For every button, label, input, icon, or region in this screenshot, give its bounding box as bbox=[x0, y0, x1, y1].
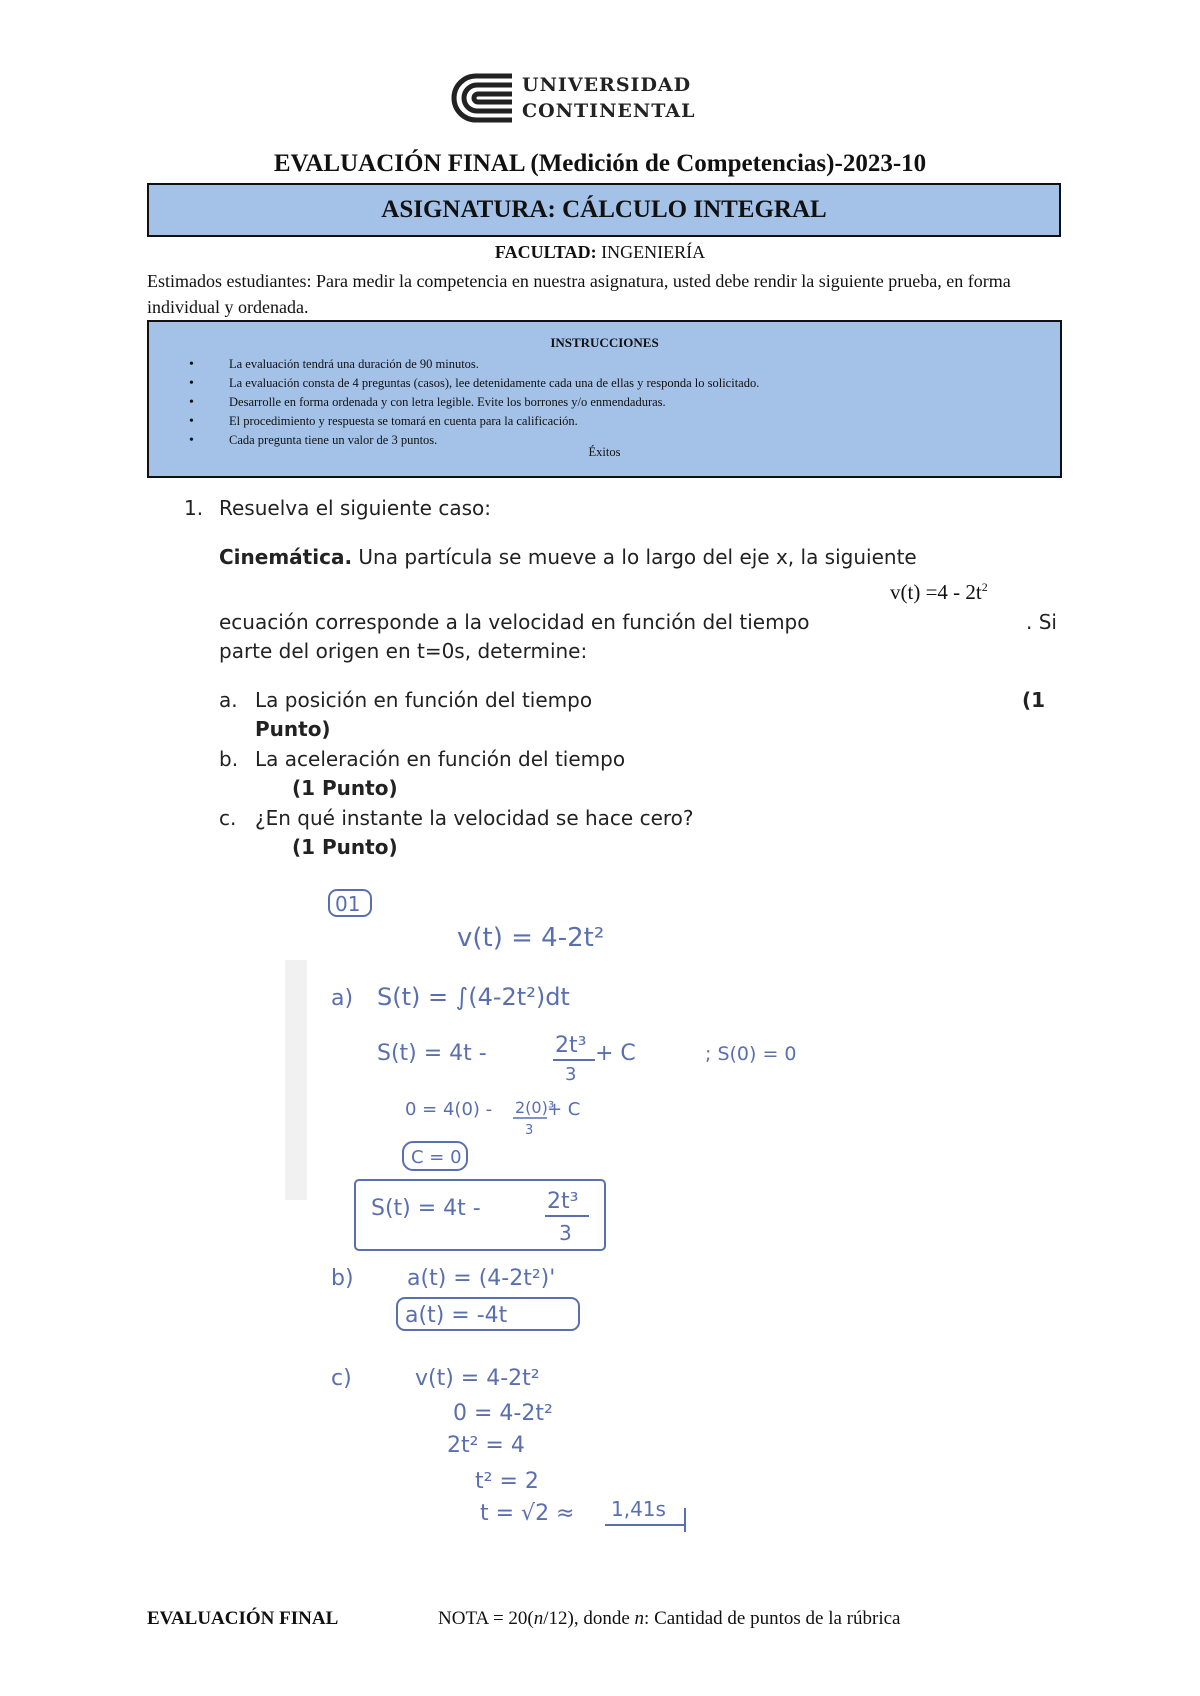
option-a-points: (1 bbox=[1022, 688, 1046, 712]
nota-suffix: : Cantidad de puntos de la rúbrica bbox=[644, 1608, 901, 1629]
option-c-text: ¿En qué instante la velocidad se hace cero? bbox=[255, 806, 694, 830]
hw-c-line-6: 1,41s bbox=[611, 1497, 666, 1521]
evaluation-title: EVALUACIÓN FINAL (Medición de Competencias)-2023-10 bbox=[273, 150, 927, 177]
question-statement-line-1 bbox=[219, 545, 917, 569]
question-intro: Resuelva el siguiente caso: bbox=[219, 496, 491, 520]
option-a-text: La posición en función del tiempo bbox=[255, 688, 593, 712]
instruction-item: • El procedimiento y respuesta se tomará en cuenta para la calificación. bbox=[189, 412, 759, 431]
hw-c-line-3: 2t² = 4 bbox=[447, 1433, 525, 1458]
instructions-list bbox=[189, 355, 759, 450]
question-topic: Cinemática. bbox=[219, 545, 353, 569]
hw-c-line-1: v(t) = 4-2t² bbox=[415, 1366, 540, 1391]
hw-a-sub-const: + C bbox=[547, 1099, 581, 1120]
nota-mid: /12), donde bbox=[543, 1608, 635, 1629]
subject-banner bbox=[147, 183, 1061, 237]
hw-a-frac-num: 2t³ bbox=[555, 1033, 587, 1058]
faculty-label: FACULTAD: bbox=[494, 242, 597, 262]
hw-a-label: a) bbox=[331, 986, 354, 1011]
university-logo bbox=[450, 72, 696, 128]
question-statement-line-2: ecuación corresponde a la velocidad en función del tiempo bbox=[219, 610, 810, 634]
hw-c-label: c) bbox=[331, 1366, 352, 1391]
subject-title: ASIGNATURA: CÁLCULO INTEGRAL bbox=[381, 196, 827, 223]
option-b-points: (1 Punto) bbox=[292, 776, 398, 800]
faculty-line bbox=[0, 242, 1200, 263]
instruction-item: • Desarrolle en forma ordenada y con letra legible. Evite los borrones y/o enmendaduras. bbox=[189, 393, 759, 412]
hw-c-line-4: t² = 2 bbox=[475, 1469, 539, 1494]
hw-a-line-3: 0 = 4(0) - bbox=[405, 1099, 493, 1120]
option-c-points: (1 Punto) bbox=[292, 835, 398, 859]
hw-a-sub-den: 3 bbox=[525, 1123, 534, 1138]
hw-c-line-5: t = √2 ≈ bbox=[480, 1501, 575, 1526]
option-c-letter: c. bbox=[219, 806, 237, 830]
instructions-box bbox=[147, 320, 1062, 478]
hw-a-frac-den: 3 bbox=[565, 1064, 577, 1085]
hw-a-result-num: 2t³ bbox=[547, 1189, 579, 1214]
formula-base: v(t) =4 - 2t bbox=[890, 580, 982, 604]
instructions-closing: Éxitos bbox=[588, 445, 621, 459]
hw-label: 01 bbox=[335, 892, 361, 916]
hw-b-label: b) bbox=[331, 1266, 354, 1291]
instruction-item: • La evaluación consta de 4 preguntas (casos), lee detenidamente cada una de ellas y responda lo solicitado. bbox=[189, 374, 759, 393]
handwritten-solution bbox=[285, 880, 845, 1545]
instruction-item: • Cada pregunta tiene un valor de 3 puntos. bbox=[189, 431, 759, 450]
hw-b-line-1: a(t) = (4-2t²)' bbox=[407, 1266, 556, 1291]
footer-title: EVALUACIÓN FINAL bbox=[147, 1608, 339, 1629]
faculty-value: INGENIERÍA bbox=[601, 242, 706, 262]
nota-prefix: NOTA = 20( bbox=[438, 1608, 534, 1629]
scan-shadow bbox=[285, 960, 307, 1200]
question-text: Una partícula se mueve a lo largo del eje x, la siguiente bbox=[358, 545, 917, 569]
hw-a-result-den: 3 bbox=[559, 1221, 572, 1245]
option-a-letter: a. bbox=[219, 688, 238, 712]
question-number: 1. bbox=[184, 496, 204, 520]
option-a-points-cont: Punto) bbox=[255, 717, 331, 741]
logo-line-2: CONTINENTAL bbox=[522, 100, 696, 122]
hw-a-const: + C bbox=[595, 1041, 636, 1066]
hw-a-sub-num: 2(0)³ bbox=[515, 1098, 555, 1117]
question-statement-line-3: parte del origen en t=0s, determine: bbox=[219, 639, 588, 663]
instructions-title: INSTRUCCIONES bbox=[550, 335, 659, 350]
nota-var: n bbox=[533, 1608, 544, 1629]
hw-a-line-1: S(t) = ∫(4-2t²)dt bbox=[377, 983, 570, 1011]
nota-var-2: n bbox=[634, 1608, 645, 1629]
hw-b-line-2: a(t) = -4t bbox=[405, 1303, 508, 1328]
question-statement-line-2-end: . Si bbox=[1026, 610, 1057, 634]
hw-given: v(t) = 4-2t² bbox=[457, 923, 605, 953]
formula-exponent: 2 bbox=[981, 580, 988, 594]
hw-c-line-2: 0 = 4-2t² bbox=[453, 1401, 553, 1426]
option-b-text: La aceleración en función del tiempo bbox=[255, 747, 626, 771]
option-b-letter: b. bbox=[219, 747, 239, 771]
hw-c-result: C = 0 bbox=[411, 1147, 462, 1168]
instruction-item: • La evaluación tendrá una duración de 90 minutos. bbox=[189, 355, 759, 374]
logo-line-1: UNIVERSIDAD bbox=[522, 74, 692, 96]
university-c-logo-icon bbox=[450, 72, 516, 124]
hw-a-line-2: S(t) = 4t - bbox=[377, 1041, 487, 1066]
hw-a-result-line: S(t) = 4t - bbox=[371, 1196, 481, 1221]
intro-paragraph: Estimados estudiantes: Para medir la competencia en nuestra asignatura, usted debe rendir la siguiente prueba, en forma individual y ordenada. bbox=[147, 271, 1011, 317]
footer-nota bbox=[438, 1608, 900, 1630]
hw-a-condition: ; S(0) = 0 bbox=[705, 1043, 797, 1065]
velocity-formula bbox=[890, 580, 988, 605]
